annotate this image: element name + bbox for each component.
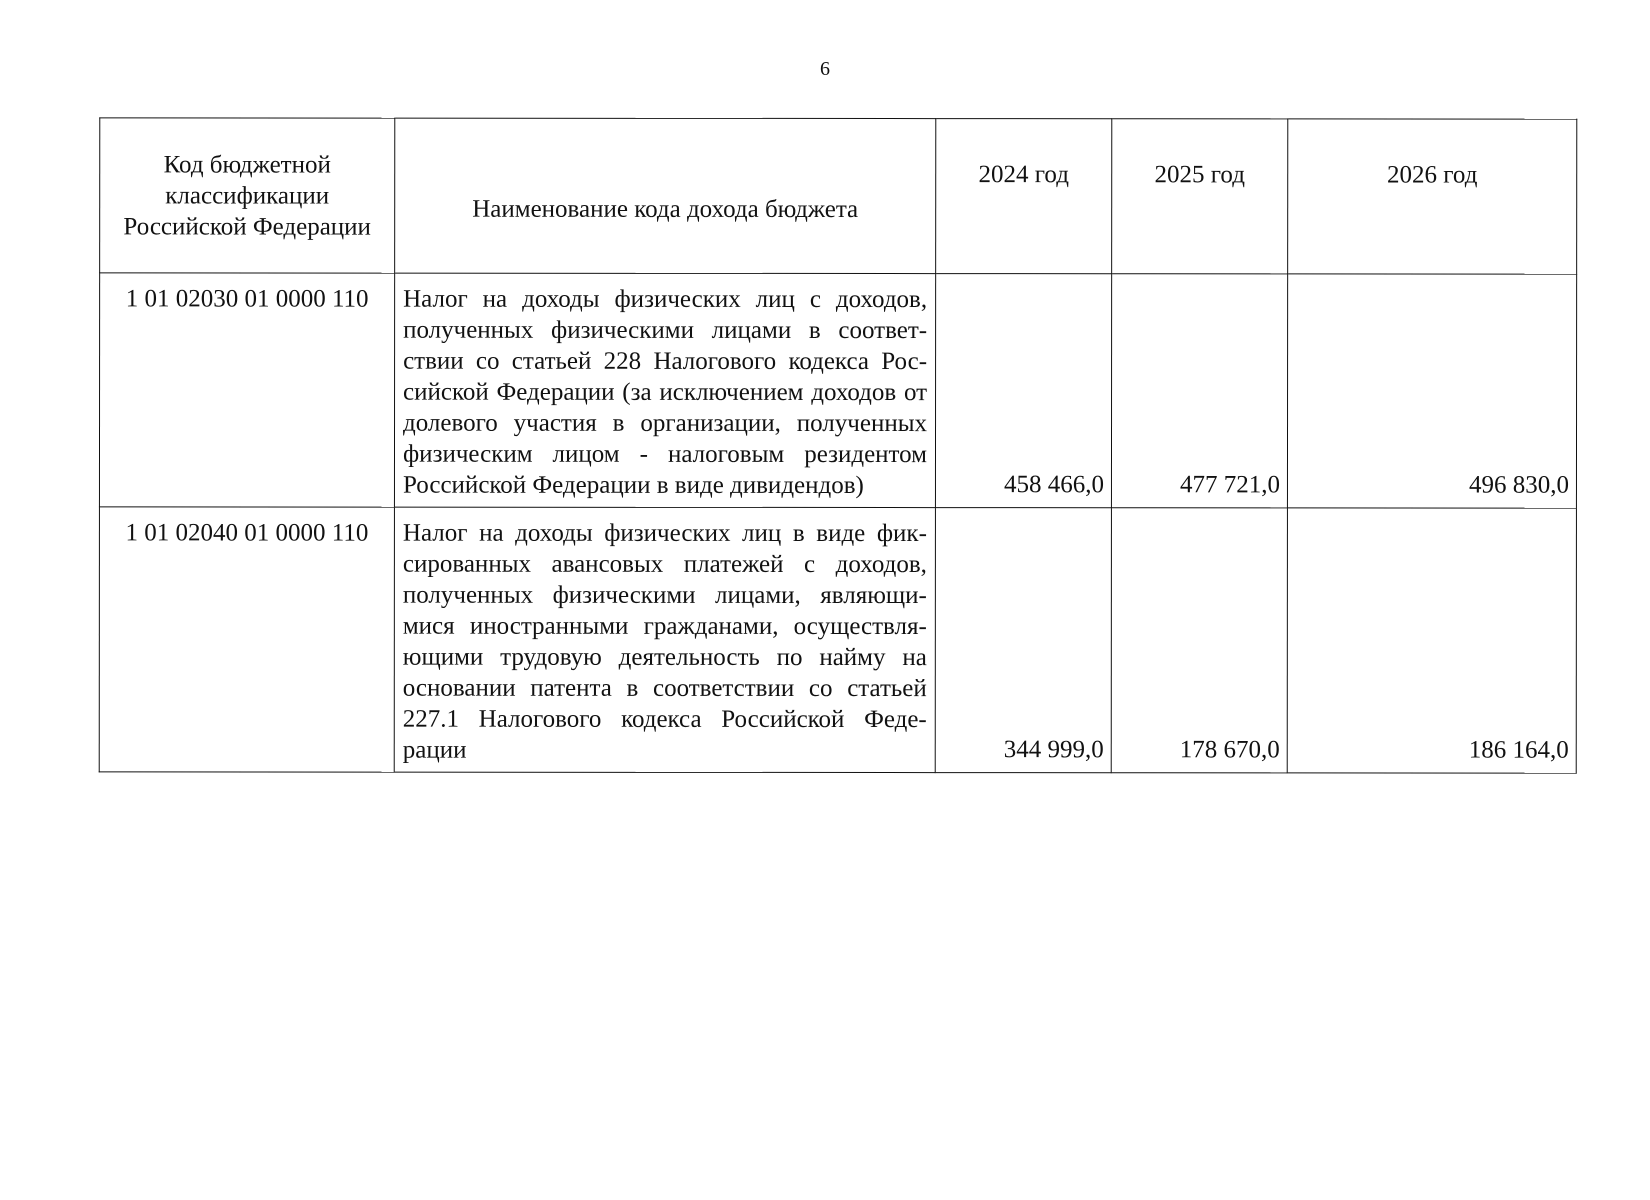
table-row — [99, 507, 1576, 773]
table-header-row — [100, 118, 1577, 274]
row-value-2025: 178 670,0 — [1111, 508, 1287, 773]
header-name: Наименование кода дохода бюджета — [395, 118, 936, 273]
row-value-2024: 344 999,0 — [935, 508, 1111, 773]
header-year-2026: 2026 год — [1288, 119, 1577, 274]
budget-revenue-table — [99, 117, 1578, 773]
row-name: Налог на доходы физических лиц с доходов, полученных физическими лицами в соответствии со статьей 228 Налогового кодекса Российской Федерации (за исключением доходов от долевого участия в организации, полученных физическим лицом - налоговым резидентом Российской Федерации в виде дивидендов) — [394, 273, 935, 507]
row-value-2025: 477 721,0 — [1111, 274, 1287, 508]
row-code: 1 01 02040 01 0000 110 — [99, 507, 394, 772]
header-year-2025: 2025 год — [1112, 119, 1288, 274]
table-row — [99, 273, 1576, 508]
row-name: Налог на доходы физических лиц в виде фиксированных авансовых платежей с доходов, полученных физическими лицами, являющимися иностранными гражданами, осуществляющими трудовую деятельность по найму на основании патента в соответствии со статьей 227.1 Налогового кодекса Российской Федерации — [394, 507, 935, 772]
page-number: 6 — [820, 58, 830, 80]
row-value-2024: 458 466,0 — [935, 274, 1111, 508]
row-value-2026: 496 830,0 — [1287, 274, 1576, 508]
header-year-2024: 2024 год — [936, 119, 1112, 274]
row-code: 1 01 02030 01 0000 110 — [99, 273, 394, 507]
header-code: Код бюджетной классификации Российской Федерации — [100, 118, 395, 273]
row-value-2026: 186 164,0 — [1287, 508, 1576, 773]
